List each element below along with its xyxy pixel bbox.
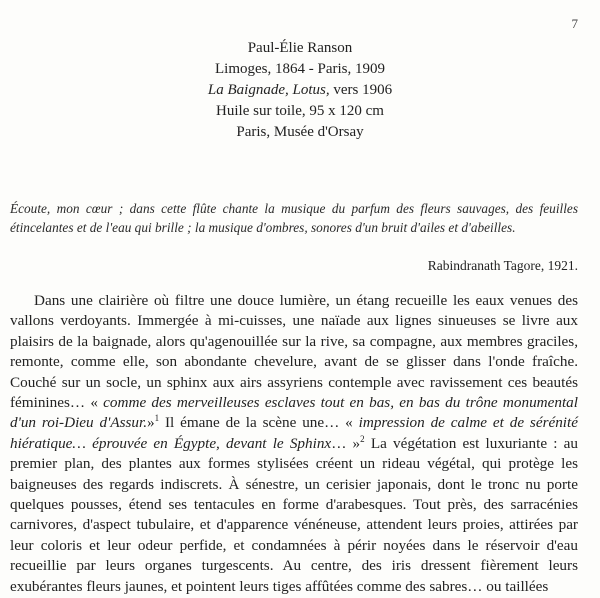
epigraph-quote: Écoute, mon cœur ; dans cette flûte chante la musique du parfum des fleurs sauvages, des feuilles étincelantes et de l'eau qui brille ; la musique d'ombres, sonores d'un bruit d'ailes et d'abeilles.	[10, 201, 578, 235]
artist-life: Limoges, 1864 - Paris, 1909	[215, 61, 385, 77]
page-number: 7	[571, 16, 578, 31]
artwork-caption	[0, 38, 600, 143]
body-text-part: Il émane de la scène une… «	[159, 414, 353, 432]
quote-close: »	[147, 414, 155, 432]
artwork-location: Paris, Musée d'Orsay	[236, 124, 364, 140]
artwork-title: La Baignade, Lotus,	[207, 82, 330, 98]
footnote-ref-2: 2	[360, 433, 365, 444]
quote-sphinx: impression de calme et de sérénité hiératique… éprouvée en Égypte, devant le Sphinx	[10, 414, 578, 452]
quote-close: … »	[331, 434, 361, 452]
body-paragraph	[10, 291, 578, 597]
footnote-ref-1: 1	[154, 413, 160, 424]
epigraph-attribution: Rabindranath Tagore, 1921.	[427, 258, 578, 273]
artwork-date: vers 1906	[329, 82, 393, 98]
artist-name: Paul-Élie Ranson	[247, 40, 353, 56]
body-text-part: La végétation est luxuriante : au premier plan, des plantes aux formes stylisées créent un rideau végétal, qui protège les baigneuses des regards indiscrets. À sénestre, un cerisier japonais, dont le tronc nu porte quelques pousses, étend ses tentacules en forme d'arabesques. Tout près, des sarracénies carnivores, d'aspect tubulaire, et d'apparence vénéneuse, attendent leurs proies, attirées par leur coloris et leur odeur perfide, et condamnées à périr noyées dans le réservoir d'eau recueillie par leurs organes turgescents. Au centre, des iris dressent fièrement leurs exubérantes fleurs jaunes, et pointent leurs tiges affûtées comme des sabres… ou taillées	[10, 434, 579, 595]
artwork-title-line	[0, 80, 600, 101]
quote-assur: comme des merveilleuses esclaves tout en bas, en bas du trône monumental d'un roi-Dieu d'Assur.	[10, 394, 578, 432]
artwork-medium: Huile sur toile, 95 x 120 cm	[216, 103, 384, 119]
body-text-part: Dans une clairière où filtre une douce lumière, un étang recueille les eaux venues des vallons verdoyants. Immergée à mi-cuisses, une naïade aux lignes sinueuses se livre aux plaisirs de la baignade, alors qu'agenouillée sur la rive, sa compagne, aux membres graciles, remonte, comme elle, son abondante chevelure, avant de se glisser dans l'onde fraîche. Couché sur un socle, un sphinx aux airs assyriens contemple avec ravissement ces beautés féminines… «	[10, 292, 578, 412]
